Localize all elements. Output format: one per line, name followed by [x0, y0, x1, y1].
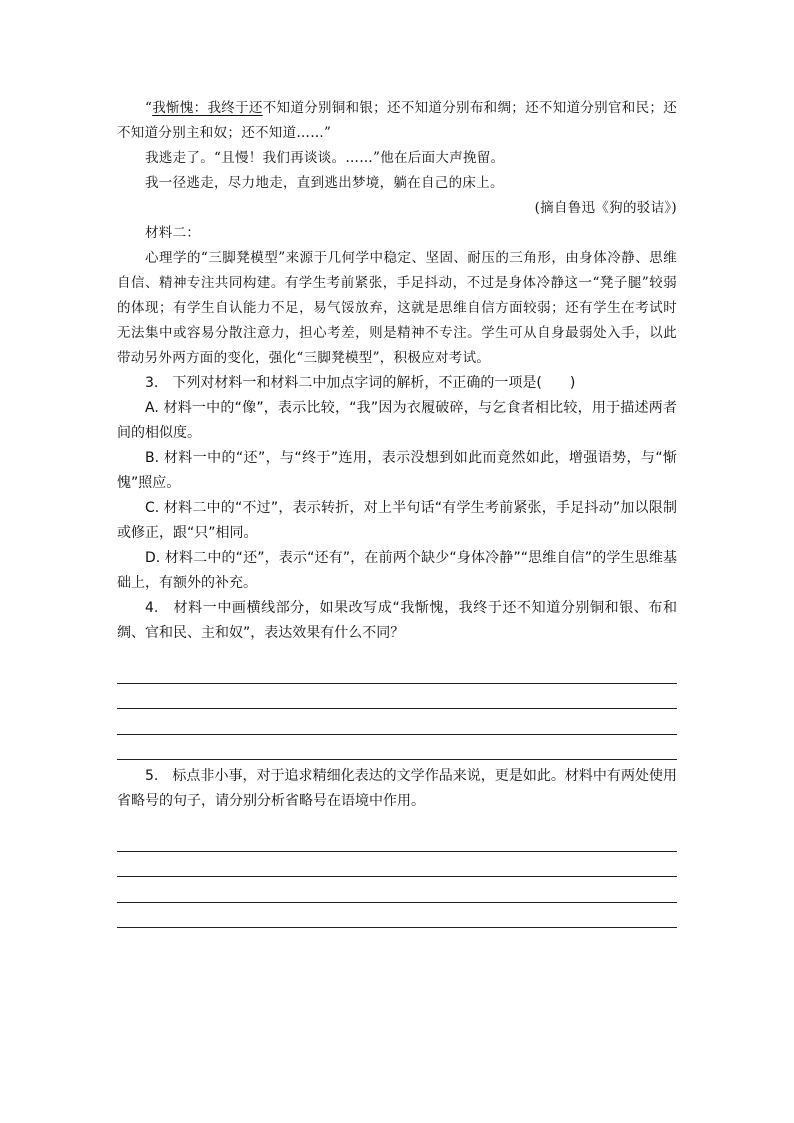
question-4-answer-area[interactable]	[117, 658, 677, 760]
material1-paragraph-1-rest: 不知道分别铜和银；还不知道分别布和绸；还不知道分别官和民；还不知道分别主和奴；还不知道……”	[117, 100, 678, 141]
answer-line	[117, 684, 677, 710]
question-3-option-c: C. 材料二中的“不过”，表示转折，对上半句话“有学生考前紧张，手足抖动”加以限制或修正，跟“只”相同。	[117, 500, 677, 541]
question-3-stem: 3. 下列对材料一和材料二中加点字词的解析，不正确的一项是( )	[145, 375, 576, 391]
answer-line	[117, 903, 677, 929]
question-3-option-a: A. 材料一中的“像”，表示比较，“我”因为衣履破碎，与乞食者相比较，用于描述两者间的相似度。	[117, 400, 677, 441]
material2-label: 材料二：	[145, 225, 201, 241]
quote-mark: “	[145, 100, 153, 116]
answer-line	[117, 826, 677, 852]
material1-paragraph-2: 我逃走了。“且慢！我们再谈谈。……”他在后面大声挽留。	[145, 150, 505, 166]
question-4: 4. 材料一中画横线部分，如果改写成“我惭愧，我终于还不知道分别铜和银、布和绸、官和民、主和奴”，表达效果有什么不同？	[117, 600, 677, 641]
answer-line	[117, 709, 677, 735]
document-page	[117, 96, 677, 928]
question-3-option-b: B. 材料一中的“还”，与“终于”连用，表示没想到如此而竟然如此，增强语势，与“惭愧”照应。	[117, 450, 677, 491]
underlined-phrase: 我惭愧：我终于还	[152, 100, 263, 116]
material1-paragraph-3: 我一径逃走，尽力地走，直到逃出梦境，躺在自己的床上。	[145, 175, 504, 191]
answer-line	[117, 852, 677, 878]
answer-line	[117, 658, 677, 684]
question-3-option-d: D. 材料二中的“还”，表示“还有”，在前两个缺少“身体冷静”“思维自信”的学生思维基础上，有额外的补充。	[117, 550, 677, 591]
answer-line	[117, 877, 677, 903]
material1-source: (摘自鲁迅《狗的驳诘》)	[534, 200, 677, 216]
material2-body: 心理学的“三脚凳模型”来源于几何学中稳定、坚固、耐压的三角形，由身体冷静、思维自信、精神专注共同构建。有学生考前紧张，手足抖动，不过是身体冷静这一“凳子腿”较弱的体现；有学生自认能力不足，易气馁放弃，这就是思维自信方面较弱；还有学生在考试时无法集中或容易分散注意力，担心考差，则是精神不专注。学生可从自身最弱处入手，以此带动另外两方面的变化，强化“三脚凳模型”，积极应对考试。	[117, 250, 677, 366]
answer-line	[117, 735, 677, 761]
question-5-answer-area[interactable]	[117, 826, 677, 928]
question-5: 5. 标点非小事，对于追求精细化表达的文学作品来说，更是如此。材料中有两处使用省略号的句子，请分别分析省略号在语境中作用。	[117, 768, 677, 809]
material1-paragraph-1	[117, 96, 677, 146]
